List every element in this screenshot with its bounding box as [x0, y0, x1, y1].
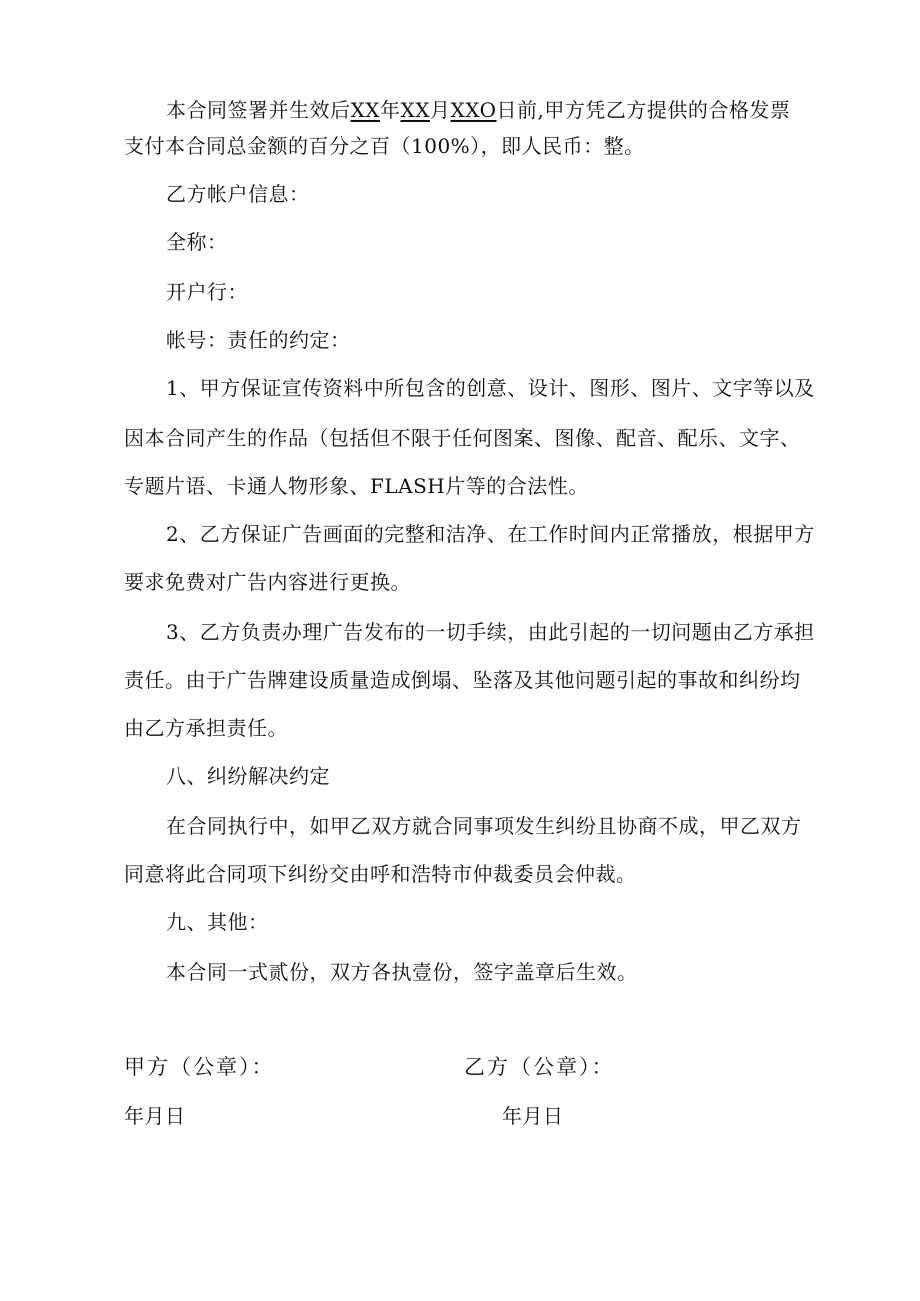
payment-day-blank: XXO — [450, 98, 497, 122]
duty-3-line-3: 由乙方承担责任。 — [124, 716, 288, 740]
payment-line-1 — [166, 97, 790, 123]
duty-3-line-1: 3、乙方负责办理广告发布的一切手续，由此引起的一切问题由乙方承担 — [166, 620, 815, 644]
party-b-seal-label: 乙方（公章）： — [464, 1055, 615, 1079]
payment-line-2: 支付本合同总金额的百分之百（100%），即人民币：整。 — [124, 134, 645, 158]
dispute-line-1: 在合同执行中，如甲乙双方就合同事项发生纠纷且协商不成，甲乙双方 — [166, 814, 802, 838]
account-bank: 开户行： — [166, 280, 248, 304]
duty-3-line-2: 责任。由于广告牌建设质量造成倒塌、坠落及其他问题引起的事故和纠纷均 — [124, 668, 801, 692]
account-number: 帐号：责任的约定： — [166, 328, 351, 352]
duty-1-line-2: 因本合同产生的作品（包括但不限于任何图案、图像、配音、配乐、文字、 — [124, 426, 801, 450]
other-heading: 九、其他： — [166, 910, 269, 934]
duty-1-line-3: 专题片语、卡通人物形象、FLASH片等的合法性。 — [124, 474, 589, 498]
payment-day-label: 日 — [496, 98, 517, 122]
payment-text-pre: 本合同签署并生效后 — [166, 98, 351, 122]
party-a-date: 年月日 — [124, 1104, 186, 1128]
account-title: 乙方帐户信息： — [166, 182, 310, 206]
payment-year-blank: XX — [350, 98, 380, 122]
duty-1-line-1: 1、甲方保证宣传资料中所包含的创意、设计、图形、图片、文字等以及 — [166, 376, 815, 400]
duty-2-line-1: 2、乙方保证广告画面的完整和洁净、在工作时间内正常播放，根据甲方 — [166, 522, 815, 546]
payment-month-blank: XX — [400, 98, 430, 122]
payment-text-post: 前,甲方凭乙方提供的合格发票 — [517, 98, 791, 122]
other-line-1: 本合同一式贰份，双方各执壹份，签字盖章后生效。 — [166, 960, 638, 984]
party-b-date: 年月日 — [502, 1104, 564, 1128]
duty-2-line-2: 要求免费对广告内容进行更换。 — [124, 570, 411, 594]
dispute-heading: 八、纠纷解决约定 — [166, 764, 330, 788]
dispute-line-2: 同意将此合同项下纠纷交由呼和浩特市仲裁委员会仲裁。 — [124, 862, 637, 886]
payment-month-label: 月 — [429, 98, 451, 122]
account-name: 全称： — [166, 230, 228, 254]
party-a-seal-label: 甲方（公章）： — [124, 1055, 275, 1079]
payment-year-label: 年 — [379, 98, 401, 122]
